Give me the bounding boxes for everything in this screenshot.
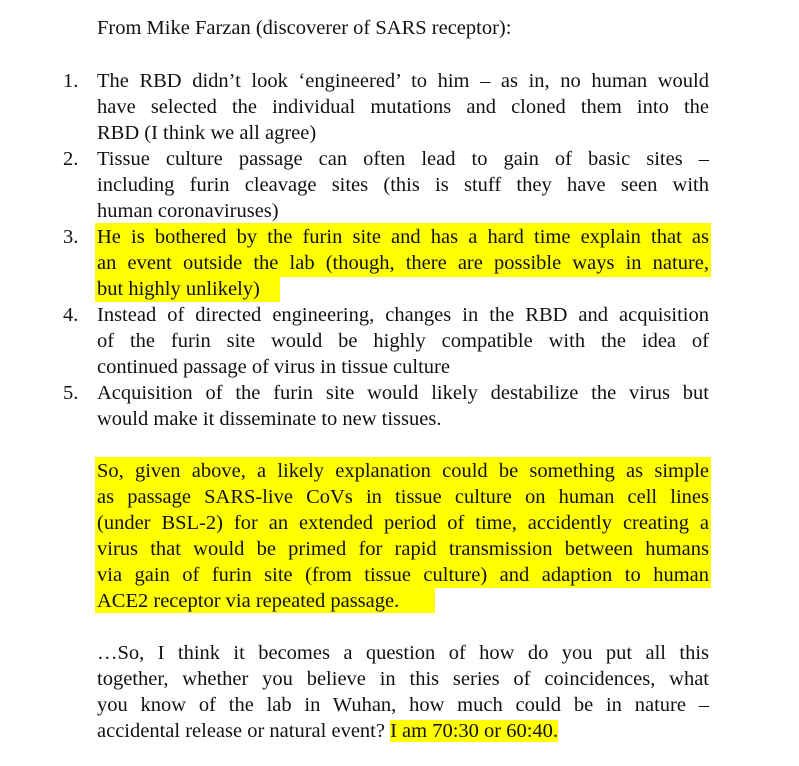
list-item-line: but highly unlikely) (97, 278, 260, 300)
paragraph-line: (under BSL-2) for an extended period of time, accidently creating a (97, 512, 709, 534)
document-header: From Mike Farzan (discoverer of SARS receptor): (97, 17, 512, 39)
list-item-line: Tissue culture passage can often lead to gain of basic sites – (97, 148, 709, 170)
list-item-number: 4. (63, 304, 79, 326)
highlighted-ratio: I am 70:30 or 60:40. (390, 720, 559, 742)
list-item-line: continued passage of virus in tissue culture (97, 356, 450, 378)
list-item-line: of the furin site would be highly compatible with the idea of (97, 330, 709, 352)
paragraph-line-text: accidental release or natural event? (97, 720, 385, 742)
list-item-number: 2. (63, 148, 79, 170)
list-item-line: have selected the individual mutations and cloned them into the (97, 96, 709, 118)
list-item-line: RBD (I think we all agree) (97, 122, 317, 144)
paragraph-line: …So, I think it becomes a question of how do you put all this (97, 642, 709, 664)
paragraph-line: via gain of furin site (from tissue culture) and adaption to human (97, 564, 709, 586)
paragraph-line: virus that would be primed for rapid transmission between humans (97, 538, 709, 560)
list-item-line: He is bothered by the furin site and has a hard time explain that as (97, 226, 709, 248)
paragraph-line: So, given above, a likely explanation could be something as simple (97, 460, 709, 482)
list-item-line: an event outside the lab (though, there are possible ways in nature, (97, 252, 709, 274)
list-item-line: Instead of directed engineering, changes in the RBD and acquisition (97, 304, 709, 326)
list-item-number: 3. (63, 226, 79, 248)
list-item-line: The RBD didn’t look ‘engineered’ to him – as in, no human would (97, 70, 709, 92)
list-item-number: 1. (63, 70, 79, 92)
list-item-line: would make it disseminate to new tissues. (97, 408, 442, 430)
paragraph-line: you know of the lab in Wuhan, how much could be in nature – (97, 694, 709, 716)
paragraph-line: as passage SARS-live CoVs in tissue culture on human cell lines (97, 486, 709, 508)
list-item-line: human coronaviruses) (97, 200, 279, 222)
paragraph-line: ACE2 receptor via repeated passage. (97, 590, 400, 612)
list-item-line: including furin cleavage sites (this is stuff they have seen with (97, 174, 709, 196)
list-item-number: 5. (63, 382, 79, 404)
list-item-line: Acquisition of the furin site would likely destabilize the virus but (97, 382, 709, 404)
paragraph-line: together, whether you believe in this series of coincidences, what (97, 668, 709, 690)
paragraph-last-line (97, 718, 558, 744)
